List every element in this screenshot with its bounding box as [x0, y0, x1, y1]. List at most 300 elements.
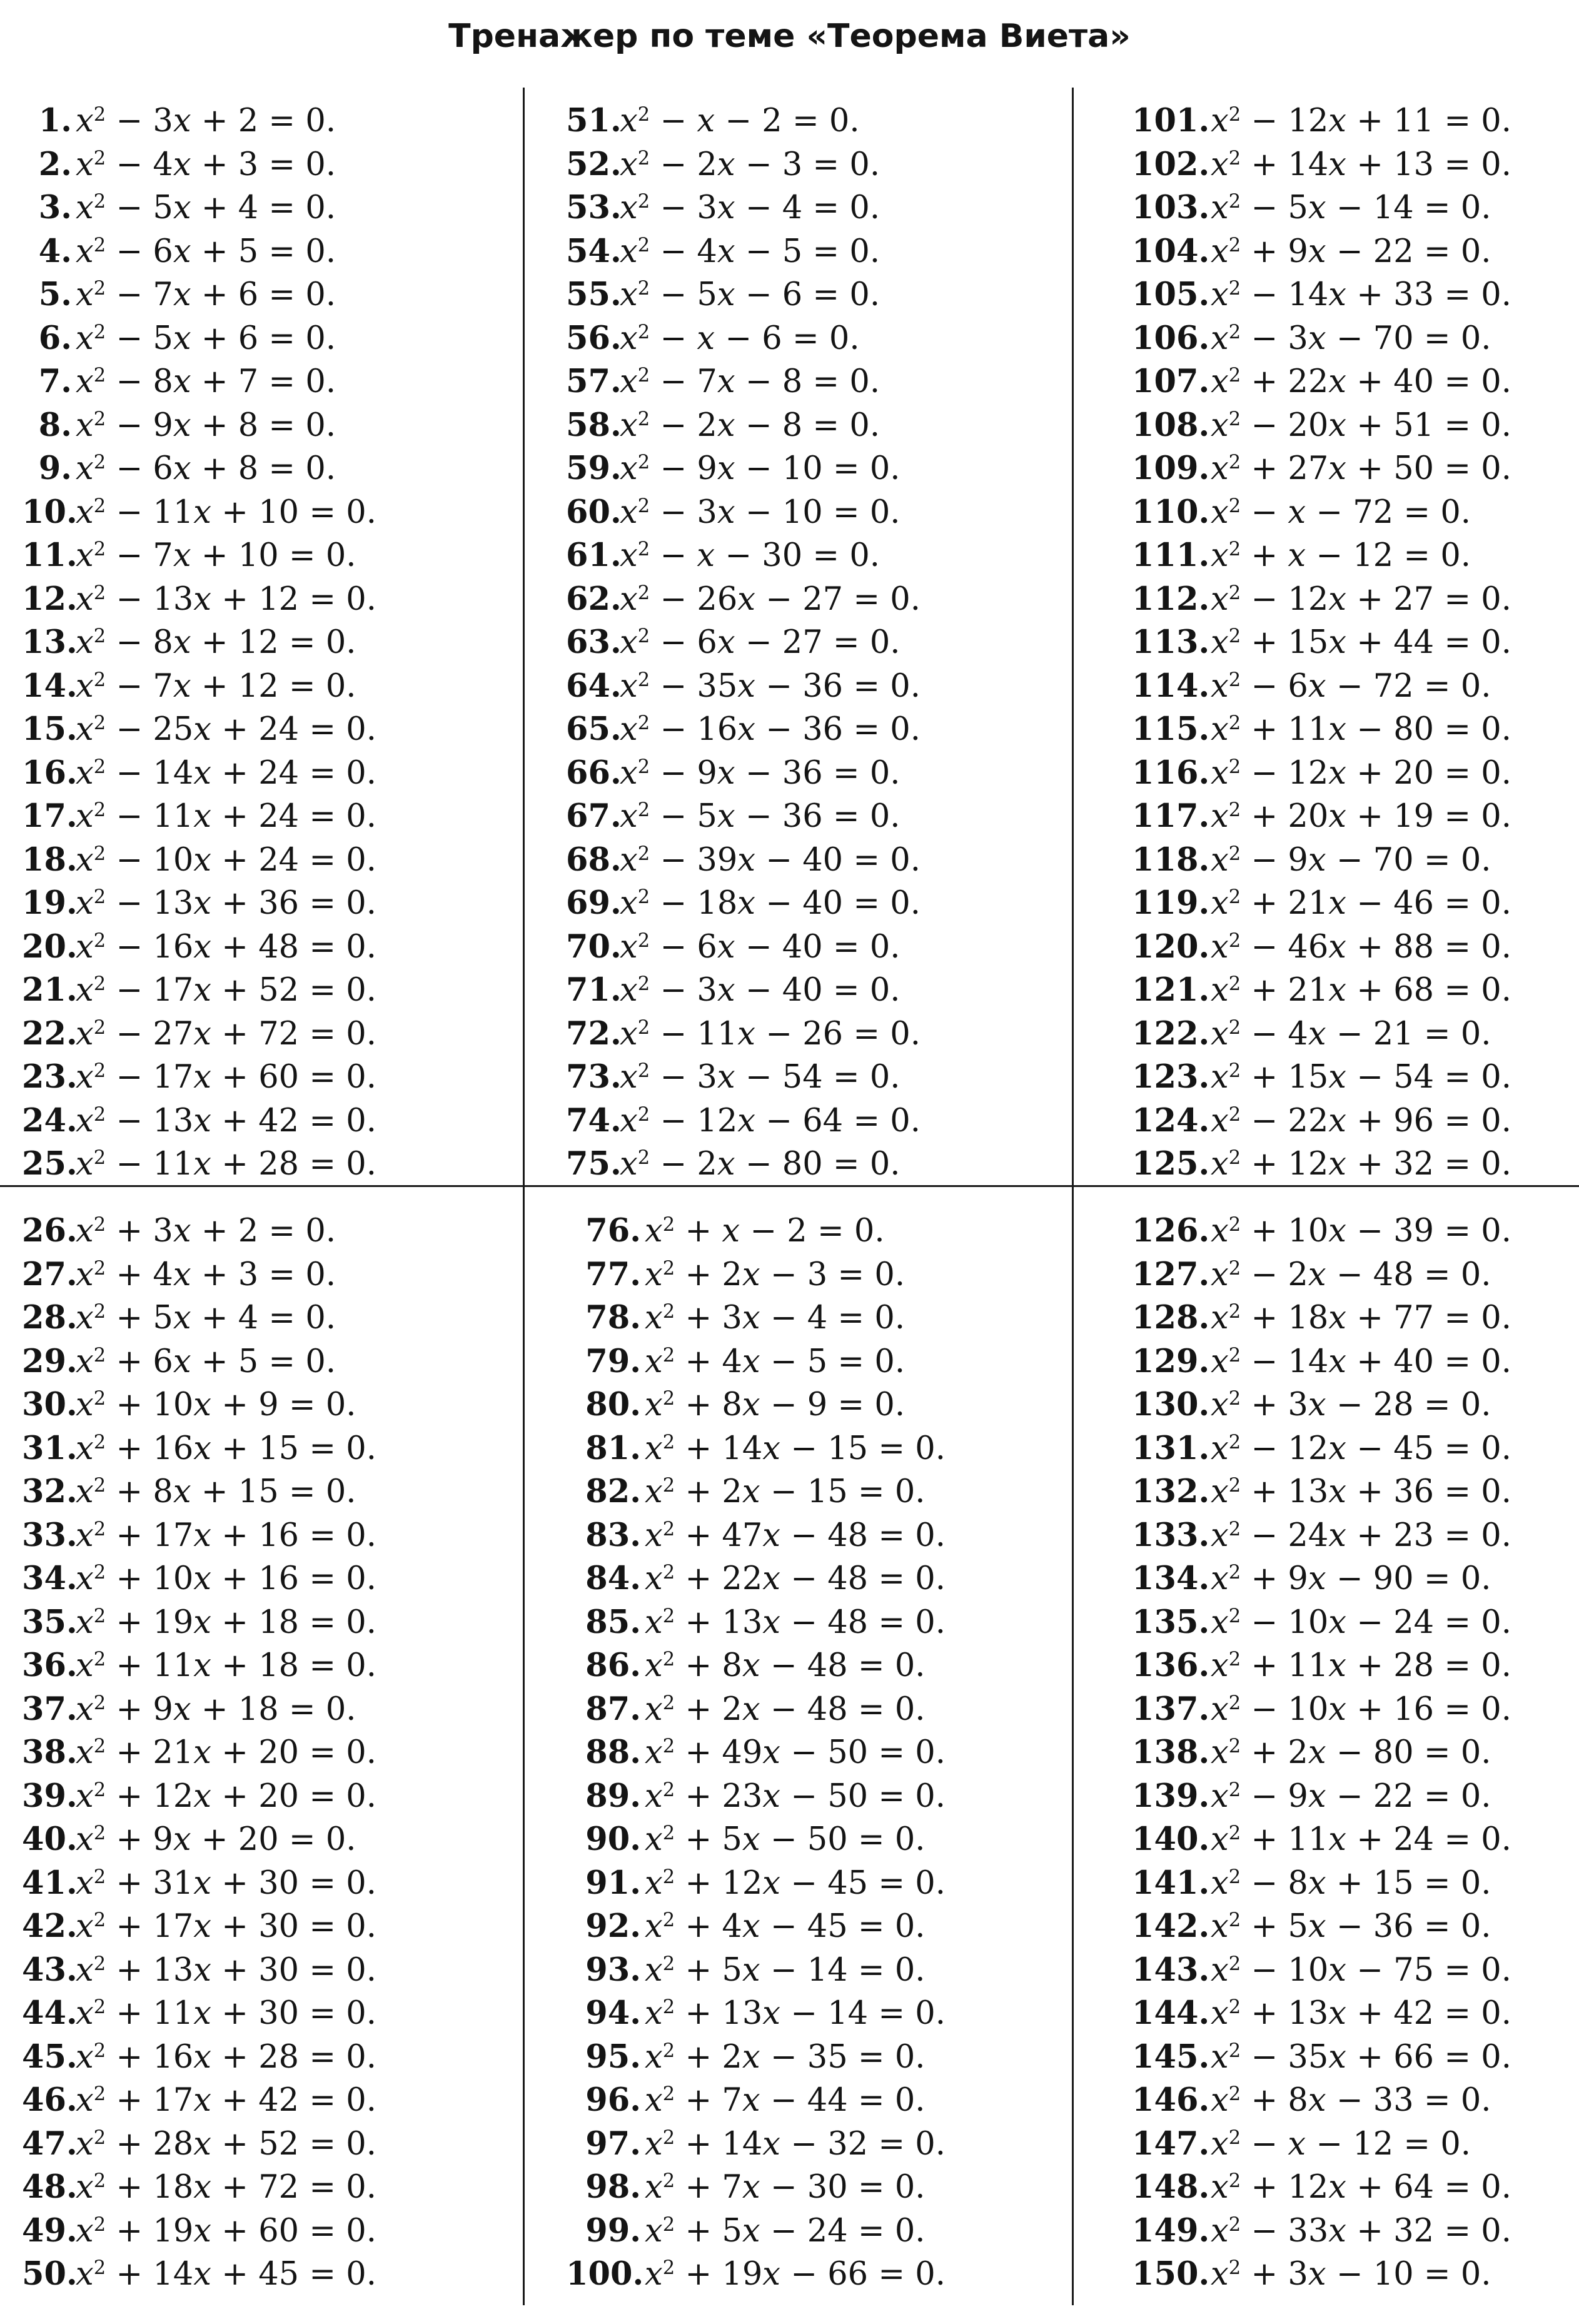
- exponent: 2: [662, 1735, 675, 1758]
- variable-x: x: [620, 363, 638, 400]
- equation-rest: + x − 12 = 0.: [1241, 537, 1471, 574]
- equation-number: 34.: [22, 1560, 78, 1597]
- equation-text: [72, 1905, 376, 1949]
- equation-text: [616, 752, 900, 796]
- equation-rest: − 39x − 40 = 0.: [650, 841, 921, 879]
- equation-row: [22, 1296, 376, 1340]
- equation-text: [641, 1949, 925, 1993]
- equation-number: 98.: [585, 2168, 641, 2206]
- equation-number: 96.: [585, 2081, 641, 2119]
- equation-number: 102.: [1132, 145, 1210, 183]
- equation-rest: − 16x − 36 = 0.: [650, 711, 921, 748]
- equation-number: 91.: [585, 1864, 641, 1902]
- variable-x: x: [1211, 754, 1229, 792]
- variable-x: x: [1211, 1015, 1229, 1053]
- exponent: 2: [93, 452, 106, 474]
- equation-number: 76.: [585, 1212, 641, 1250]
- equation-number: 55.: [566, 276, 622, 313]
- equation-row: [566, 1143, 921, 1186]
- variable-x: x: [76, 1213, 94, 1250]
- equation-row: [22, 491, 376, 535]
- equation-text: [1207, 795, 1511, 839]
- exponent: 2: [93, 1147, 106, 1170]
- variable-x: x: [645, 1647, 663, 1684]
- variable-x: x: [76, 711, 94, 748]
- equation-text: [641, 2210, 925, 2253]
- variable-x: x: [1211, 146, 1229, 183]
- equation-text: [641, 1470, 925, 1514]
- equation-row: [566, 1775, 946, 1819]
- equation-row: [22, 317, 376, 361]
- equation-text: [641, 1992, 946, 2036]
- exponent: 2: [637, 799, 650, 822]
- exponent: 2: [93, 1909, 106, 1932]
- equation-text: [1207, 1210, 1511, 1253]
- equation-rest: − 27x + 72 = 0.: [106, 1015, 376, 1053]
- exponent: 2: [1228, 2039, 1241, 2062]
- exponent: 2: [662, 1518, 675, 1540]
- column-divider-1: [523, 88, 525, 2305]
- variable-x: x: [76, 667, 94, 705]
- equation-number: 38.: [22, 1734, 78, 1771]
- equation-row: [566, 1056, 921, 1099]
- exponent: 2: [1228, 2213, 1241, 2236]
- equation-rest: − 14x + 24 = 0.: [106, 754, 376, 792]
- variable-x: x: [645, 1387, 663, 1423]
- exponent: 2: [1228, 408, 1241, 430]
- variable-x: x: [1211, 798, 1229, 835]
- equation-number: 26.: [22, 1212, 78, 1250]
- equation-row: [22, 2036, 376, 2079]
- equation-rest: + 13x − 48 = 0.: [675, 1604, 946, 1641]
- equation-row: [566, 2123, 946, 2166]
- equation-row: [22, 186, 376, 230]
- equation-row: [22, 1688, 376, 1732]
- equation-row: [1132, 1383, 1511, 1427]
- equation-number: 144.: [1132, 1994, 1210, 2032]
- equation-text: [1207, 2166, 1511, 2210]
- equation-rest: + 6x + 5 = 0.: [106, 1343, 336, 1380]
- exponent: 2: [637, 538, 650, 561]
- equation-text: [1207, 839, 1491, 882]
- equation-row: [566, 1644, 946, 1688]
- equation-rest: − 22x + 96 = 0.: [1241, 1102, 1511, 1139]
- exponent: 2: [93, 538, 106, 561]
- equation-rest: + 2x − 3 = 0.: [675, 1256, 906, 1293]
- equation-rest: − 26x − 27 = 0.: [650, 580, 921, 618]
- variable-x: x: [76, 189, 94, 226]
- equation-rest: + 23x − 50 = 0.: [675, 1777, 946, 1815]
- variable-x: x: [645, 1864, 663, 1902]
- equation-text: [1207, 578, 1511, 622]
- equation-row: [566, 882, 921, 926]
- equation-text: [616, 447, 900, 491]
- exponent: 2: [662, 1822, 675, 1845]
- equation-text: [72, 1099, 376, 1143]
- equation-number: 134.: [1132, 1560, 1210, 1597]
- equation-text: [1207, 1340, 1511, 1384]
- variable-x: x: [76, 1430, 94, 1467]
- equation-text: [1207, 2036, 1511, 2079]
- equation-rest: − 4x − 5 = 0.: [650, 233, 880, 270]
- exponent: 2: [637, 1016, 650, 1039]
- equation-row: [1132, 2079, 1511, 2123]
- exponent: 2: [662, 1692, 675, 1714]
- equation-number: 5.: [38, 276, 72, 313]
- equation-number: 30.: [22, 1386, 78, 1423]
- exponent: 2: [637, 104, 650, 126]
- equation-row: [22, 1143, 376, 1186]
- equation-rest: + 9x + 18 = 0.: [106, 1690, 356, 1728]
- equation-rest: − x − 12 = 0.: [1241, 2125, 1471, 2163]
- variable-x: x: [1211, 2082, 1229, 2119]
- variable-x: x: [1211, 537, 1229, 574]
- equation-row: [22, 273, 376, 317]
- equation-text: [616, 317, 860, 361]
- equation-row: [566, 360, 921, 404]
- equation-number: 52.: [566, 145, 622, 183]
- variable-x: x: [620, 146, 638, 183]
- equation-row: [1132, 1514, 1511, 1558]
- variable-x: x: [645, 1777, 663, 1815]
- equation-text: [616, 1056, 900, 1099]
- equation-number: 63.: [566, 624, 622, 661]
- equation-number: 48.: [22, 2168, 78, 2206]
- equation-rest: − 12x + 11 = 0.: [1241, 103, 1511, 139]
- exponent: 2: [93, 1344, 106, 1367]
- equation-number: 44.: [22, 1994, 78, 2032]
- equation-number: 39.: [22, 1777, 78, 1815]
- exponent: 2: [93, 1735, 106, 1758]
- equation-rest: − 35x + 66 = 0.: [1241, 2038, 1511, 2076]
- equation-rest: − 11x + 24 = 0.: [106, 798, 376, 835]
- equation-rest: − 13x + 12 = 0.: [106, 580, 376, 618]
- equation-number: 50.: [22, 2255, 78, 2293]
- equation-text: [1207, 969, 1511, 1013]
- variable-x: x: [620, 624, 638, 661]
- variable-x: x: [1211, 2169, 1229, 2206]
- equation-number: 116.: [1132, 754, 1210, 792]
- equation-row: [566, 621, 921, 665]
- equation-rest: + 49x − 50 = 0.: [675, 1734, 946, 1771]
- equation-text: [72, 1296, 336, 1340]
- equation-row: [1132, 534, 1511, 578]
- equation-number: 43.: [22, 1951, 78, 1989]
- variable-x: x: [620, 972, 638, 1009]
- variable-x: x: [1211, 928, 1229, 966]
- equation-number: 25.: [22, 1145, 78, 1183]
- equation-row: [1132, 2253, 1511, 2296]
- equation-row: [566, 578, 921, 622]
- equation-number: 137.: [1132, 1690, 1210, 1728]
- variable-x: x: [1211, 1951, 1229, 1989]
- equation-rest: − 12x + 20 = 0.: [1241, 754, 1511, 792]
- equation-number: 115.: [1132, 710, 1210, 748]
- equation-block-101-125: [1132, 99, 1511, 1186]
- equation-number: 35.: [22, 1603, 78, 1641]
- equation-rest: + 17x + 42 = 0.: [106, 2082, 376, 2119]
- variable-x: x: [1211, 1102, 1229, 1139]
- equation-row: [1132, 795, 1511, 839]
- equation-text: [72, 1340, 336, 1384]
- equation-row: [22, 665, 376, 709]
- equation-row: [22, 752, 376, 796]
- variable-x: x: [76, 1517, 94, 1554]
- equation-number: 141.: [1132, 1864, 1210, 1902]
- equation-text: [1207, 1013, 1491, 1056]
- variable-x: x: [1211, 1690, 1229, 1728]
- equation-number: 127.: [1132, 1255, 1210, 1293]
- equation-row: [1132, 360, 1511, 404]
- equation-text: [616, 230, 880, 274]
- equation-text: [1207, 317, 1491, 361]
- exponent: 2: [93, 929, 106, 952]
- equation-number: 11.: [22, 537, 78, 574]
- equation-rest: + 10x + 9 = 0.: [106, 1387, 356, 1423]
- equation-row: [566, 2036, 946, 2079]
- variable-x: x: [1211, 1473, 1229, 1510]
- exponent: 2: [93, 799, 106, 822]
- variable-x: x: [1211, 1604, 1229, 1641]
- exponent: 2: [662, 1475, 675, 1497]
- exponent: 2: [1228, 495, 1241, 517]
- exponent: 2: [662, 2213, 675, 2236]
- equation-text: [72, 1143, 376, 1186]
- exponent: 2: [93, 1214, 106, 1236]
- variable-x: x: [1211, 2256, 1229, 2293]
- equation-text: [72, 360, 336, 404]
- equation-text: [72, 1253, 336, 1297]
- variable-x: x: [76, 1473, 94, 1510]
- exponent: 2: [1228, 1388, 1241, 1410]
- equation-rest: − 17x + 60 = 0.: [106, 1059, 376, 1096]
- equation-number: 136.: [1132, 1647, 1210, 1684]
- equation-text: [1207, 2253, 1491, 2296]
- equation-number: 6.: [38, 319, 72, 357]
- equation-row: [566, 534, 921, 578]
- equation-rest: − 13x + 42 = 0.: [106, 1102, 376, 1139]
- variable-x: x: [1211, 1777, 1229, 1815]
- equation-text: [72, 1644, 376, 1688]
- equation-number: 53.: [566, 189, 622, 226]
- variable-x: x: [1211, 1430, 1229, 1467]
- exponent: 2: [637, 495, 650, 517]
- variable-x: x: [645, 1951, 663, 1989]
- variable-x: x: [76, 885, 94, 922]
- equation-text: [72, 2166, 376, 2210]
- equation-number: 70.: [566, 927, 622, 966]
- equation-number: 126.: [1132, 1212, 1210, 1250]
- equation-number: 121.: [1132, 971, 1210, 1009]
- equation-rest: + 2x − 80 = 0.: [1241, 1734, 1491, 1771]
- equation-rest: − 8x + 15 = 0.: [1241, 1864, 1491, 1902]
- equation-row: [566, 143, 921, 187]
- equation-number: 3.: [38, 189, 72, 226]
- equation-rest: − 2x − 8 = 0.: [650, 407, 880, 444]
- equation-rest: + 13x + 30 = 0.: [106, 1951, 376, 1989]
- equation-text: [72, 317, 336, 361]
- equation-text: [1207, 447, 1511, 491]
- equation-text: [1207, 99, 1511, 143]
- exponent: 2: [1228, 1953, 1241, 1975]
- equation-row: [22, 621, 376, 665]
- exponent: 2: [1228, 669, 1241, 691]
- equation-rest: + 31x + 30 = 0.: [106, 1864, 376, 1902]
- variable-x: x: [620, 667, 638, 705]
- equation-number: 88.: [585, 1734, 641, 1771]
- variable-x: x: [1211, 1647, 1229, 1684]
- exponent: 2: [93, 1692, 106, 1714]
- equation-number: 92.: [585, 1907, 641, 1945]
- equation-rest: + 21x − 46 = 0.: [1241, 885, 1511, 922]
- equation-text: [1207, 1949, 1511, 1993]
- equation-row: [22, 2210, 376, 2253]
- equation-number: 66.: [566, 754, 622, 792]
- equation-text: [72, 1013, 376, 1056]
- exponent: 2: [662, 2039, 675, 2062]
- equation-row: [1132, 1253, 1511, 1297]
- equation-row: [1132, 1210, 1511, 1253]
- equation-text: [616, 839, 921, 882]
- variable-x: x: [645, 1560, 663, 1597]
- variable-x: x: [1211, 972, 1229, 1009]
- equation-rest: − 9x − 70 = 0.: [1241, 841, 1491, 879]
- equation-row: [1132, 1296, 1511, 1340]
- variable-x: x: [76, 841, 94, 879]
- equation-number: 143.: [1132, 1951, 1210, 1989]
- equation-number: 42.: [22, 1907, 78, 1945]
- exponent: 2: [1228, 1475, 1241, 1497]
- equation-row: [566, 1470, 946, 1514]
- equation-rest: + 16x + 28 = 0.: [106, 2038, 376, 2076]
- equation-rest: − 25x + 24 = 0.: [106, 711, 376, 748]
- equation-number: 109.: [1132, 450, 1210, 487]
- exponent: 2: [1228, 1909, 1241, 1932]
- equation-row: [1132, 1013, 1511, 1056]
- equation-text: [1207, 1992, 1511, 2036]
- equation-number: 47.: [22, 2124, 78, 2163]
- equation-row: [566, 708, 921, 752]
- equation-text: [616, 665, 921, 709]
- equation-text: [72, 1731, 376, 1775]
- exponent: 2: [93, 1562, 106, 1584]
- variable-x: x: [620, 1059, 638, 1096]
- equation-rest: + 11x − 80 = 0.: [1241, 711, 1511, 748]
- equation-row: [566, 1731, 946, 1775]
- equation-row: [566, 491, 921, 535]
- equation-row: [1132, 665, 1511, 709]
- equation-row: [566, 404, 921, 448]
- exponent: 2: [637, 582, 650, 604]
- variable-x: x: [76, 1690, 94, 1728]
- equation-row: [1132, 1818, 1511, 1862]
- equation-row: [1132, 926, 1511, 969]
- equation-text: [1207, 360, 1511, 404]
- equation-number: 40.: [22, 1821, 78, 1858]
- variable-x: x: [76, 2038, 94, 2076]
- variable-x: x: [645, 2082, 663, 2119]
- equation-rest: − 8x + 7 = 0.: [106, 363, 336, 400]
- equation-row: [1132, 1862, 1511, 1906]
- equation-rest: + 14x − 32 = 0.: [675, 2125, 946, 2163]
- equation-number: 99.: [585, 2211, 641, 2250]
- equation-row: [22, 1383, 376, 1427]
- exponent: 2: [1228, 712, 1241, 735]
- exponent: 2: [1228, 1996, 1241, 2019]
- equation-text: [72, 578, 376, 622]
- equation-row: [22, 969, 376, 1013]
- equation-number: 61.: [566, 537, 622, 574]
- equation-number: 142.: [1132, 1907, 1210, 1945]
- variable-x: x: [645, 1517, 663, 1554]
- equation-rest: + 8x − 9 = 0.: [675, 1387, 906, 1423]
- equation-text: [641, 1340, 905, 1384]
- equation-text: [72, 1775, 376, 1819]
- equation-row: [22, 1427, 376, 1471]
- equation-row: [22, 1644, 376, 1688]
- variable-x: x: [620, 493, 638, 531]
- equation-text: [641, 1688, 925, 1732]
- equation-text: [72, 1210, 336, 1253]
- exponent: 2: [637, 1060, 650, 1083]
- exponent: 2: [662, 1953, 675, 1975]
- variable-x: x: [76, 580, 94, 618]
- equation-row: [22, 1905, 376, 1949]
- variable-x: x: [76, 363, 94, 400]
- equation-text: [1207, 926, 1511, 969]
- equation-rest: − x − 30 = 0.: [650, 537, 880, 574]
- exponent: 2: [1228, 2170, 1241, 2193]
- equation-rest: + 19x + 18 = 0.: [106, 1604, 376, 1641]
- variable-x: x: [1211, 103, 1229, 139]
- exponent: 2: [93, 1822, 106, 1845]
- equation-rest: + 18x + 77 = 0.: [1241, 1300, 1511, 1336]
- equation-rest: + 4x − 45 = 0.: [675, 1908, 926, 1945]
- exponent: 2: [93, 1953, 106, 1975]
- variable-x: x: [1211, 1821, 1229, 1858]
- equation-row: [566, 1013, 921, 1056]
- equation-rest: + 2x − 48 = 0.: [675, 1690, 926, 1728]
- equation-rest: − 3x − 70 = 0.: [1241, 320, 1491, 357]
- variable-x: x: [1211, 2212, 1229, 2250]
- exponent: 2: [1228, 625, 1241, 648]
- equation-text: [616, 926, 900, 969]
- equation-row: [1132, 752, 1511, 796]
- equation-number: 147.: [1132, 2124, 1210, 2163]
- equation-text: [1207, 2123, 1471, 2166]
- equation-number: 132.: [1132, 1473, 1210, 1510]
- exponent: 2: [1228, 1692, 1241, 1714]
- equation-block-126-150: [1132, 1210, 1511, 2296]
- exponent: 2: [1228, 2126, 1241, 2149]
- equation-text: [616, 621, 900, 665]
- equation-rest: + 22x − 48 = 0.: [675, 1560, 946, 1597]
- variable-x: x: [645, 1995, 663, 2032]
- variable-x: x: [645, 1604, 663, 1641]
- equation-row: [1132, 2166, 1511, 2210]
- equation-text: [641, 1731, 946, 1775]
- equation-text: [1207, 2079, 1491, 2123]
- variable-x: x: [1211, 667, 1229, 705]
- equation-number: 110.: [1132, 493, 1210, 531]
- equation-row: [22, 1949, 376, 1993]
- equation-row: [22, 230, 376, 274]
- equation-number: 103.: [1132, 189, 1210, 226]
- equation-rest: + 2x − 15 = 0.: [675, 1473, 926, 1510]
- variable-x: x: [1211, 2038, 1229, 2076]
- exponent: 2: [637, 755, 650, 778]
- equation-text: [641, 1427, 946, 1471]
